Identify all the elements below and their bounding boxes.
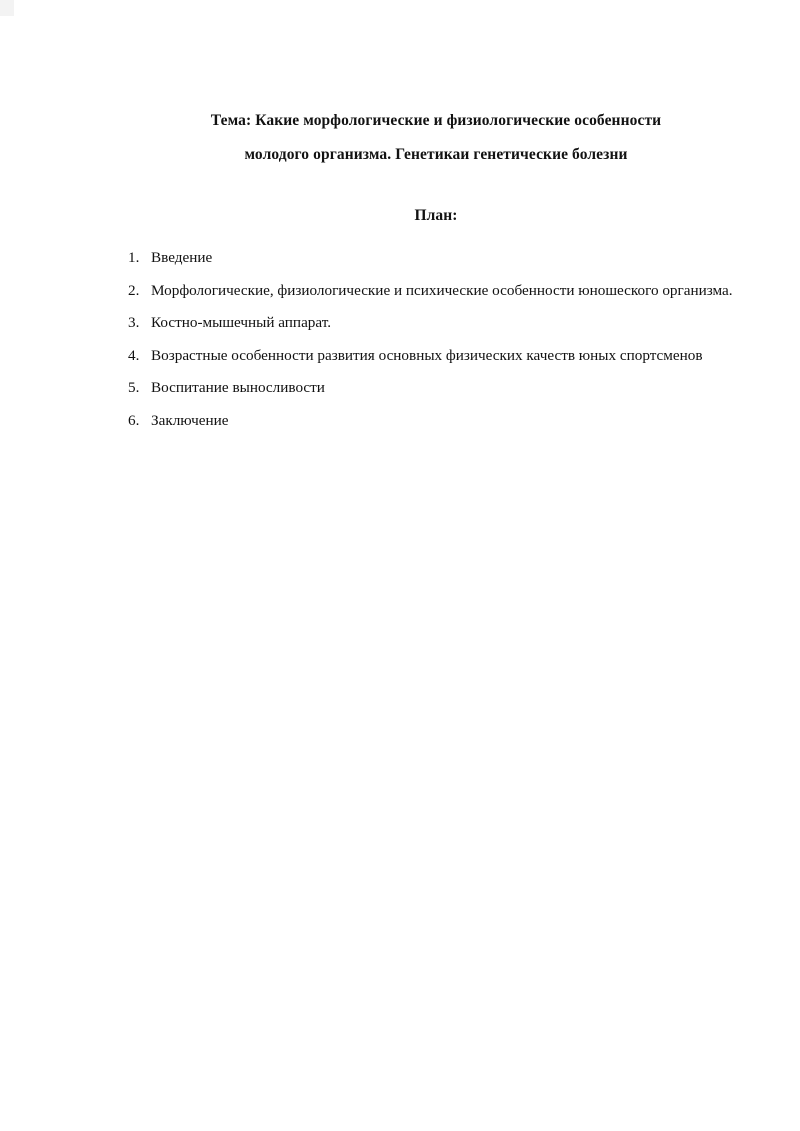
list-item (128, 372, 744, 405)
list-item (128, 242, 744, 275)
list-item-number: 4. (128, 346, 140, 364)
list-item-number: 5. (128, 379, 140, 396)
list-item-text: Костно-мышечный аппарат. (151, 314, 332, 331)
page-title-line-2: молодого организма. Генетикаи генетические болезни (244, 146, 628, 163)
page-title (128, 104, 744, 172)
list-item-text: Введение (151, 249, 213, 266)
scan-artifact (0, 0, 14, 16)
document-content (128, 104, 744, 437)
page-title-line-1: Тема: Какие морфологические и физиологические особенности (210, 112, 662, 129)
plan-list (128, 242, 744, 437)
list-item-text: Заключение (151, 411, 229, 429)
plan-heading: План: (414, 207, 458, 224)
list-item (128, 307, 744, 340)
list-item-text: Возрастные особенности развития основных физических качеств юных спортсменов (151, 346, 703, 364)
list-item (128, 275, 744, 308)
list-item-number: 2. (128, 281, 140, 299)
list-item-number: 1. (128, 249, 140, 266)
list-item-text: Воспитание выносливости (151, 379, 325, 396)
list-item-number: 6. (128, 411, 140, 429)
list-item (128, 340, 744, 373)
list-item-text: Морфологические, физиологические и психические особенности юношеского организма. (151, 281, 733, 299)
list-item-number: 3. (128, 314, 140, 331)
list-item (128, 405, 744, 438)
